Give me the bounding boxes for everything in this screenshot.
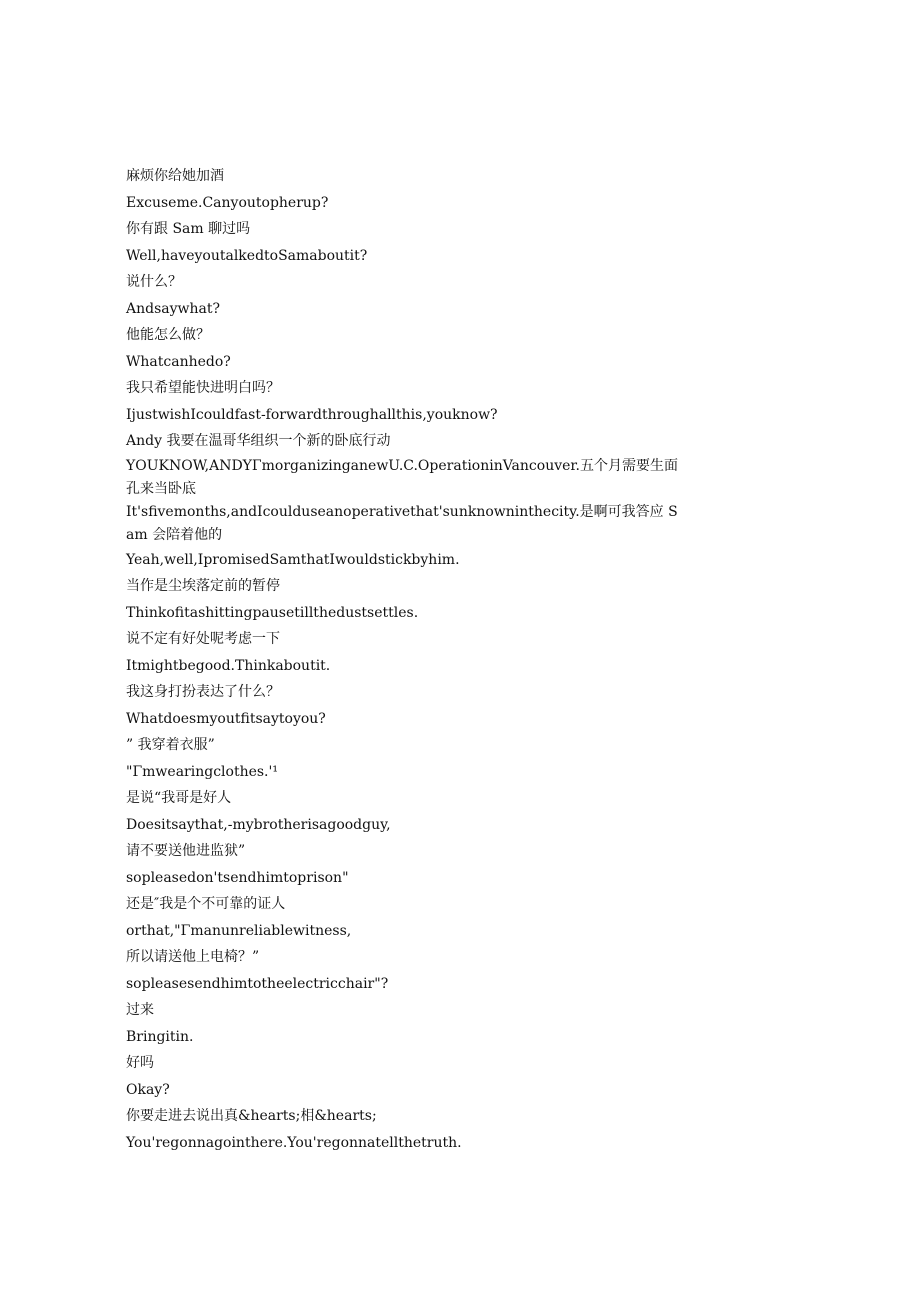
text-line: Okay? [126, 1081, 170, 1098]
text-line: Excuseme.Canyoutopherup? [126, 194, 329, 211]
text-line: 你有跟 Sam 聊过吗 [126, 221, 251, 237]
text-line: sopleasedon'tsendhimtoprison" [126, 869, 349, 886]
text-line: Well,haveyoutalkedtoSamaboutit? [126, 247, 368, 264]
subtitle-lines [126, 163, 686, 1156]
text-line: Whatdoesmyoutfitsaytoyou? [126, 710, 326, 727]
text-line: 他能怎么做？ [126, 327, 210, 343]
text-line: It'sfivemonths,andIcoulduseanoperativethat'sunknowninthecity.是啊可我答应 Sam 会陪着他的 [126, 503, 678, 543]
text-line: 麻烦你给她加酒 [126, 168, 224, 184]
text-line: Yeah,well,IpromisedSamthatIwouldstickbyhim. [126, 551, 460, 568]
text-line: 当作是尘埃落定前的暂停 [126, 578, 280, 594]
text-line: Thinkofitashittingpausetillthedustsettles. [126, 604, 419, 621]
text-line: 请不要送他进监狱” [126, 843, 246, 859]
text-line: 说什么？ [126, 274, 182, 290]
text-line: Itmightbegood.Thinkaboutit. [126, 657, 331, 674]
text-line: 是说“我哥是好人 [126, 790, 232, 806]
text-line: ” 我穿着衣服” [126, 737, 215, 753]
text-line: Bringitin. [126, 1028, 194, 1045]
text-line: 我这身打扮表达了什么？ [126, 684, 280, 700]
text-line: Andsaywhat? [126, 300, 221, 317]
text-line: 过来 [126, 1002, 154, 1018]
text-line: "Γmwearingclothes.'¹ [126, 763, 278, 780]
text-line: You'regonnagointhere.You'regonnatellthetruth. [126, 1134, 462, 1151]
text-line: YOUKNOW,ANDYΓmorganizinganewU.C.OperationinVancouver.五个月需要生面孔来当卧底 [126, 457, 679, 497]
text-line: 你要走进去说出真&hearts;相&hearts; [126, 1108, 377, 1124]
text-line: 所以请送他上电椅？” [126, 949, 260, 965]
text-line: IjustwishIcouldfast-forwardthroughallthis,youknow? [126, 406, 498, 423]
text-line: Whatcanhedo? [126, 353, 231, 370]
text-line: 说不定有好处呢考虑一下 [126, 631, 280, 647]
text-line: 还是″我是个不可靠的证人 [126, 896, 286, 912]
text-line: orthat,"Γmanunreliablewitness, [126, 922, 352, 939]
text-line: Andy 我要在温哥华组织一个新的卧底行动 [126, 433, 391, 449]
text-line: sopleasesendhimtotheelectricchair"? [126, 975, 389, 992]
text-line: 我只希望能快进明白吗？ [126, 380, 280, 396]
text-line: 好吗 [126, 1055, 154, 1071]
text-line: Doesitsaythat,-mybrotherisagoodguy, [126, 816, 391, 833]
